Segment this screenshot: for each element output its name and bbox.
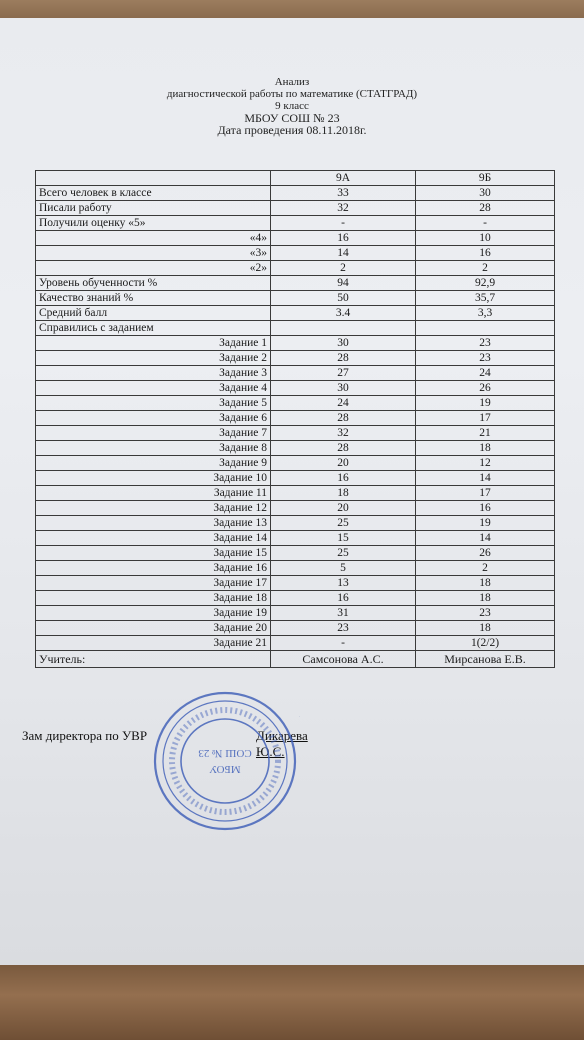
cell-9b: 12 <box>416 456 555 471</box>
row-label: Задание 16 <box>36 561 271 576</box>
cell-9b: 16 <box>416 501 555 516</box>
cell-9b: 18 <box>416 591 555 606</box>
row-label: Задание 18 <box>36 591 271 606</box>
table-row <box>36 261 555 276</box>
school-seal-stamp <box>150 686 300 836</box>
row-label: Задание 14 <box>36 531 271 546</box>
table-row <box>36 276 555 291</box>
deputy-title: Зам директора по УВР <box>22 728 148 743</box>
cell-9b: 14 <box>416 531 555 546</box>
cell-9b: - <box>416 216 555 231</box>
task-row <box>36 411 555 426</box>
row-label: «2» <box>36 261 271 276</box>
task-row <box>36 366 555 381</box>
cell-9a: 25 <box>271 516 416 531</box>
cell-9a: 5 <box>271 561 416 576</box>
row-label: Справились с заданием <box>36 321 271 336</box>
cell-9a: 20 <box>271 456 416 471</box>
header-subject: диагностической работы по математике (СТАТГРАД) <box>166 88 418 100</box>
cell-9a: 16 <box>271 231 416 246</box>
row-label: Задание 3 <box>36 366 271 381</box>
task-row <box>36 441 555 456</box>
header-date: Дата проведения 08.11.2018г. <box>217 123 367 137</box>
column-header-9a: 9А <box>271 171 416 186</box>
table-row <box>36 231 555 246</box>
cell-9a: 2 <box>271 261 416 276</box>
table-row <box>36 291 555 306</box>
task-row <box>36 501 555 516</box>
cell-9a: - <box>271 216 416 231</box>
row-label: «4» <box>36 231 271 246</box>
row-label: Задание 8 <box>36 441 271 456</box>
cell-9a: 31 <box>271 606 416 621</box>
row-label: Качество знаний % <box>36 291 271 306</box>
cell-9b: 1(2/2) <box>416 636 555 651</box>
cell-9b: 3,3 <box>416 306 555 321</box>
cell-9b: 21 <box>416 426 555 441</box>
row-label: Задание 12 <box>36 501 271 516</box>
stamp-text-line2: СОШ № 23 <box>198 747 252 759</box>
task-row <box>36 576 555 591</box>
task-row <box>36 531 555 546</box>
cell-9b: 23 <box>416 336 555 351</box>
cell-9a: 18 <box>271 486 416 501</box>
row-label: Задание 19 <box>36 606 271 621</box>
table-row <box>36 321 555 336</box>
table-row <box>36 216 555 231</box>
cell-9a: 23 <box>271 621 416 636</box>
cell-9b: 26 <box>416 546 555 561</box>
cell-9b: 2 <box>416 561 555 576</box>
header-title: Анализ <box>274 76 310 88</box>
row-label: Задание 2 <box>36 351 271 366</box>
header-school: МБОУ СОШ № 23 <box>244 111 340 125</box>
row-label: Задание 7 <box>36 426 271 441</box>
cell-9a: 3.4 <box>271 306 416 321</box>
table-row <box>36 201 555 216</box>
task-row <box>36 621 555 636</box>
cell-9b: 26 <box>416 381 555 396</box>
cell-9b: 17 <box>416 486 555 501</box>
task-row <box>36 636 555 651</box>
cell-9a: 28 <box>271 411 416 426</box>
row-label: Получили оценку «5» <box>36 216 271 231</box>
cell-9b: 28 <box>416 201 555 216</box>
task-row <box>36 486 555 501</box>
cell-9a: 24 <box>271 396 416 411</box>
task-row <box>36 396 555 411</box>
cell-9b: 18 <box>416 441 555 456</box>
table-row <box>36 306 555 321</box>
table-row <box>36 186 555 201</box>
cell-9a: 30 <box>271 336 416 351</box>
cell-9b: 19 <box>416 516 555 531</box>
row-label: Задание 11 <box>36 486 271 501</box>
cell-9b: 10 <box>416 231 555 246</box>
cell-9a: 94 <box>271 276 416 291</box>
task-row <box>36 546 555 561</box>
cell-9b: 2 <box>416 261 555 276</box>
table-header-empty <box>36 171 271 186</box>
row-label: Задание 15 <box>36 546 271 561</box>
task-row <box>36 336 555 351</box>
results-table <box>35 170 555 668</box>
task-row <box>36 516 555 531</box>
row-label: Уровень обученности % <box>36 276 271 291</box>
cell-9b: 16 <box>416 246 555 261</box>
row-label: Задание 10 <box>36 471 271 486</box>
task-row <box>36 561 555 576</box>
task-row <box>36 456 555 471</box>
cell-9a: 28 <box>271 351 416 366</box>
row-label: Писали работу <box>36 201 271 216</box>
cell-9b: 18 <box>416 576 555 591</box>
task-row <box>36 426 555 441</box>
desk-surface-bottom <box>0 965 584 1040</box>
cell-9a: 28 <box>271 441 416 456</box>
teacher-row <box>36 651 555 668</box>
cell-9a: 20 <box>271 501 416 516</box>
cell-9b: 35,7 <box>416 291 555 306</box>
cell-9b: 18 <box>416 621 555 636</box>
row-label: «3» <box>36 246 271 261</box>
cell-9a: 14 <box>271 246 416 261</box>
row-label: Задание 5 <box>36 396 271 411</box>
row-label: Задание 1 <box>36 336 271 351</box>
cell-9b: 19 <box>416 396 555 411</box>
stamp-text-line1: МБОУ <box>209 763 241 775</box>
deputy-name: Дикарева Ю.С. <box>256 728 308 759</box>
task-row <box>36 606 555 621</box>
row-label: Задание 20 <box>36 621 271 636</box>
cell-9a: 16 <box>271 471 416 486</box>
row-label: Задание 21 <box>36 636 271 651</box>
cell-9a: Самсонова А.С. <box>271 651 416 668</box>
cell-9a: 16 <box>271 591 416 606</box>
row-label: Задание 9 <box>36 456 271 471</box>
cell-9b: Мирсанова Е.В. <box>416 651 555 668</box>
cell-9b: 23 <box>416 606 555 621</box>
task-row <box>36 381 555 396</box>
document-page <box>0 18 584 968</box>
cell-9b: 14 <box>416 471 555 486</box>
column-header-9b: 9Б <box>416 171 555 186</box>
task-row <box>36 351 555 366</box>
row-label: Задание 13 <box>36 516 271 531</box>
header-grade: 9 класс <box>275 100 309 112</box>
cell-9a: 25 <box>271 546 416 561</box>
cell-9b: 30 <box>416 186 555 201</box>
cell-9a: 15 <box>271 531 416 546</box>
table-row <box>36 246 555 261</box>
cell-9a: 50 <box>271 291 416 306</box>
cell-9a: - <box>271 636 416 651</box>
cell-9b: 24 <box>416 366 555 381</box>
cell-9a: 27 <box>271 366 416 381</box>
cell-9b: 17 <box>416 411 555 426</box>
row-label: Всего человек в классе <box>36 186 271 201</box>
row-label: Задание 4 <box>36 381 271 396</box>
cell-9a <box>271 321 416 336</box>
cell-9b <box>416 321 555 336</box>
task-row <box>36 591 555 606</box>
cell-9a: 13 <box>271 576 416 591</box>
cell-9a: 30 <box>271 381 416 396</box>
cell-9b: 92,9 <box>416 276 555 291</box>
document-header <box>0 76 584 136</box>
task-row <box>36 471 555 486</box>
cell-9a: 32 <box>271 201 416 216</box>
row-label: Задание 17 <box>36 576 271 591</box>
row-label: Учитель: <box>36 651 271 668</box>
cell-9a: 32 <box>271 426 416 441</box>
row-label: Задание 6 <box>36 411 271 426</box>
cell-9a: 33 <box>271 186 416 201</box>
table-header-row <box>36 171 555 186</box>
row-label: Средний балл <box>36 306 271 321</box>
cell-9b: 23 <box>416 351 555 366</box>
